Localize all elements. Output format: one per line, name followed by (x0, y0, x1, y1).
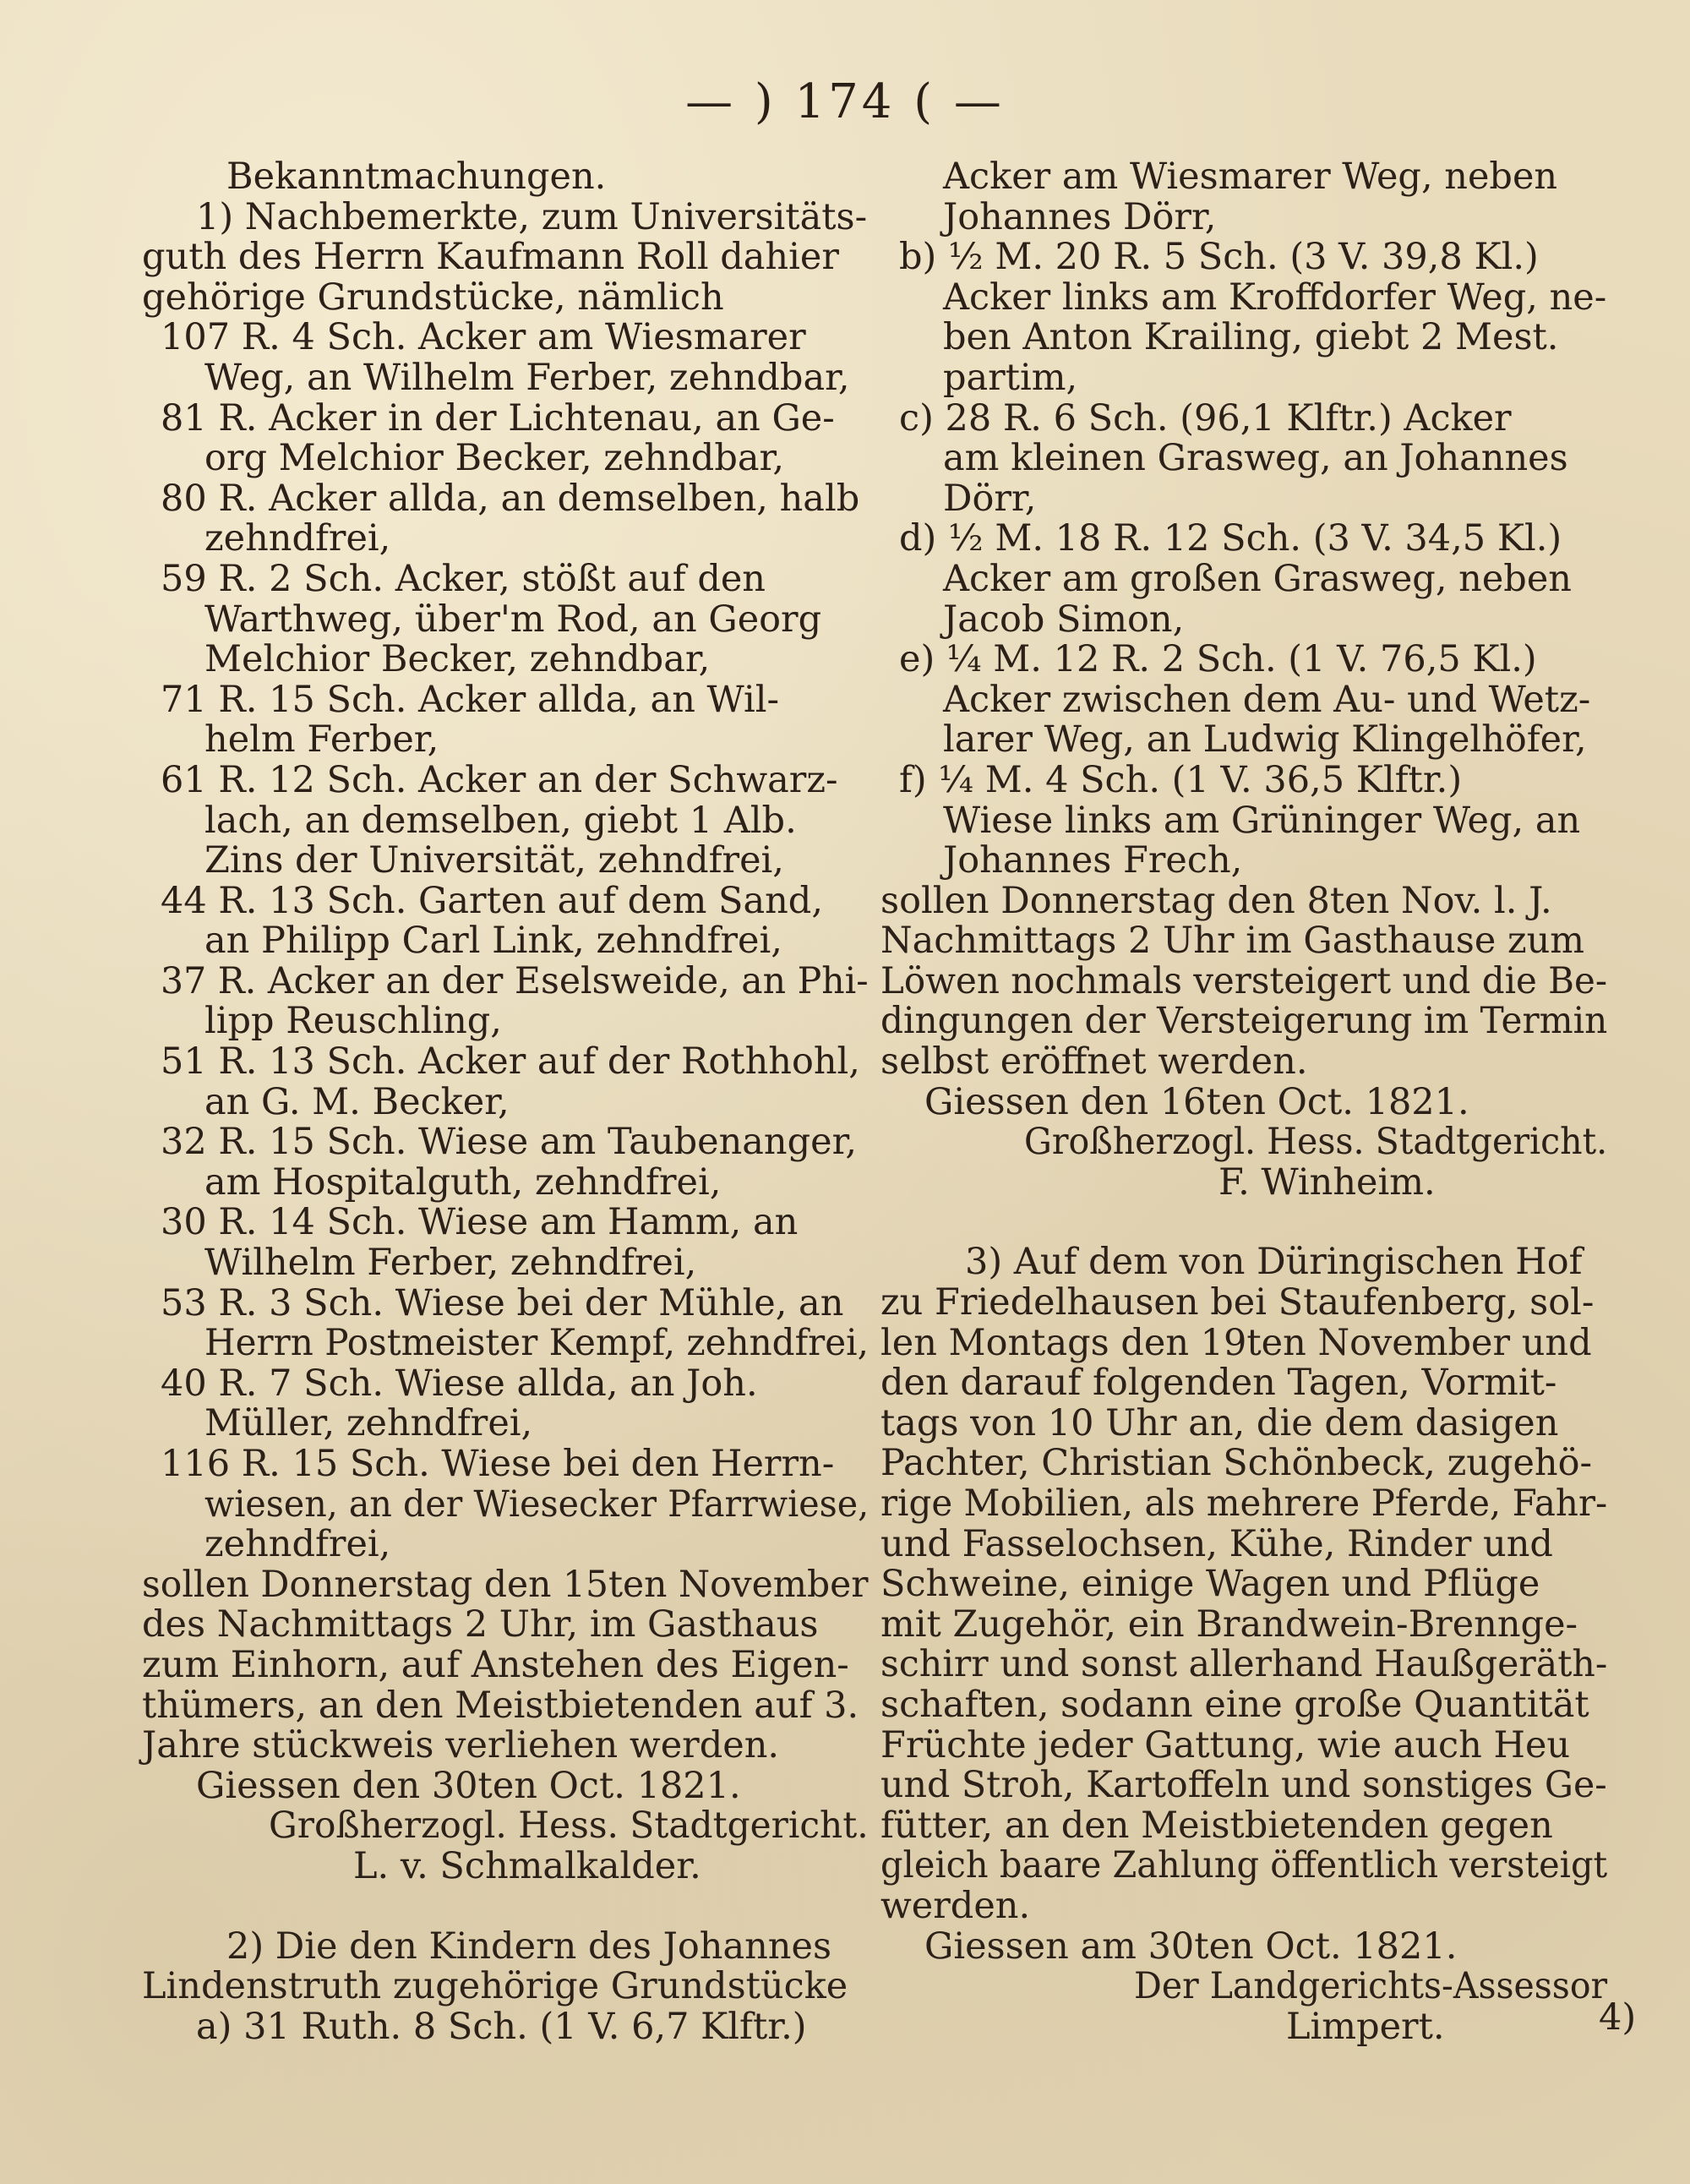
right-line-text: rige Mobilien, als mehrere Pferde, Fahr- (880, 1482, 1608, 1525)
right-text-line (880, 1685, 1616, 1726)
right-text-line (880, 1401, 1616, 1444)
left-text-line (142, 557, 886, 600)
left-line-text: Weg, an Wilhelm Ferber, zehndbar, (204, 356, 850, 399)
left-line-text: Melchior Becker, zehndbar, (204, 638, 711, 681)
right-text-line (880, 195, 1616, 238)
left-text-line (142, 1160, 886, 1204)
right-line-text: Acker am Wiesmarer Weg, neben (943, 156, 1558, 198)
right-line-text: Schweine, einige Wagen und Pflüge (880, 1563, 1540, 1606)
right-line-text: Der Landgerichts-Assessor (1134, 1965, 1608, 2008)
left-text-line (142, 1080, 886, 1123)
right-line-text: sollen Donnerstag den 8ten Nov. l. J. (880, 879, 1552, 922)
left-line-text: lipp Reuschling, (204, 1000, 502, 1043)
left-line-text: thümers, an den Meistbietenden auf 3. (142, 1684, 859, 1727)
right-text-line (880, 758, 1616, 801)
left-text-line (142, 1042, 886, 1083)
right-text-line (880, 720, 1616, 761)
right-text-line (880, 600, 1616, 641)
left-line-text: 44 R. 13 Sch. Garten auf dem Sand, (161, 879, 823, 922)
right-text-line (880, 1806, 1616, 1847)
right-line-text: Dörr, (943, 477, 1037, 520)
left-text-line (142, 879, 886, 922)
right-line-text: f) ¼ M. 4 Sch. (1 V. 36,5 Klftr.) (899, 758, 1463, 801)
left-line-text: an Philipp Carl Link, zehndfrei, (204, 920, 782, 963)
left-text-line (142, 157, 886, 198)
left-text-line (142, 519, 886, 560)
right-line-text: zu Friedelhausen bei Staufenberg, sol- (880, 1281, 1595, 1324)
right-text-line (880, 1122, 1616, 1163)
left-line-text: Lindenstruth zugehörige Grundstücke (142, 1965, 848, 2008)
paragraph-gap (142, 1887, 886, 1927)
right-text-line (880, 1080, 1616, 1123)
left-text-line (142, 1525, 886, 1565)
left-text-line (142, 1243, 886, 1284)
left-line-text: 80 R. Acker allda, an demselben, halb (161, 477, 860, 520)
right-text-line (880, 1564, 1616, 1605)
left-line-text: Müller, zehndfrei, (204, 1402, 533, 1445)
right-line-text: und Fasselochsen, Kühe, Rinder und (880, 1522, 1553, 1565)
left-text-line (142, 959, 886, 1002)
right-line-text: gleich baare Zahlung öffentlich versteigt (880, 1844, 1608, 1887)
right-line-text: c) 28 R. 6 Sch. (96,1 Klftr.) Acker (899, 396, 1512, 440)
right-column (880, 157, 1616, 2047)
left-line-text: 53 R. 3 Sch. Wiese bei der Mühle, an (161, 1281, 844, 1324)
right-line-text: Wiese links am Grüninger Weg, an (943, 799, 1581, 842)
left-text-line (142, 1482, 886, 1526)
right-text-line (880, 1321, 1616, 1364)
left-line-text: 59 R. 2 Sch. Acker, stößt auf den (161, 557, 766, 600)
right-text-line (880, 1522, 1616, 1565)
right-line-text: Nachmittags 2 Uhr im Gasthause zum (880, 920, 1585, 963)
right-line-text: b) ½ M. 20 R. 5 Sch. (3 V. 39,8 Kl.) (899, 236, 1539, 279)
left-line-text: Warthweg, über'm Rod, an Georg (204, 598, 822, 641)
left-text-line (142, 1967, 886, 2007)
left-text-line (142, 1686, 886, 1727)
right-line-text: am kleinen Grasweg, an Johannes (943, 437, 1568, 480)
left-text-line (142, 1605, 886, 1646)
left-line-text: L. v. Schmalkalder. (353, 1844, 701, 1887)
left-line-text: Giessen den 30ten Oct. 1821. (196, 1764, 741, 1807)
left-line-text: 81 R. Acker in der Lichtenau, an Ge- (161, 396, 835, 440)
right-text-line (880, 1242, 1616, 1283)
right-text-line (880, 2007, 1616, 2048)
left-text-line (142, 396, 886, 440)
right-line-text: schirr und sonst allerhand Haußgeräth- (880, 1643, 1608, 1686)
left-line-text: Herrn Postmeister Kempf, zehndfrei, (204, 1322, 869, 1365)
left-text-line (142, 720, 886, 761)
left-text-line (142, 1726, 886, 1766)
left-line-text: 32 R. 15 Sch. Wiese am Taubenanger, (161, 1121, 858, 1164)
left-column (142, 157, 886, 2047)
right-line-text: Acker zwischen dem Au- und Wetz- (943, 678, 1591, 721)
left-text-line (142, 1806, 886, 1847)
right-text-line (880, 1042, 1616, 1083)
left-text-line (142, 841, 886, 882)
right-line-text: mit Zugehör, ein Brandwein-Brennge- (880, 1603, 1578, 1646)
left-text-line (142, 1203, 886, 1243)
left-line-text: 30 R. 14 Sch. Wiese am Hamm, an (161, 1201, 799, 1244)
left-line-text: Großherzogl. Hess. Stadtgericht. (269, 1805, 869, 1848)
right-line-text: Löwen nochmals versteigert und die Be- (880, 959, 1608, 1002)
left-line-text: des Nachmittags 2 Uhr, im Gasthaus (142, 1603, 819, 1646)
right-text-line (880, 959, 1616, 1002)
left-text-line (142, 1927, 886, 1968)
right-text-line (880, 1002, 1616, 1042)
left-line-text: 37 R. Acker an der Eselsweide, an Phi- (161, 959, 869, 1002)
left-text-line (142, 439, 886, 479)
left-line-text: 40 R. 7 Sch. Wiese allda, an Joh. (161, 1362, 758, 1405)
left-text-line (142, 358, 886, 399)
catchword: 4) (1599, 1996, 1637, 2039)
right-line-text: Limpert. (1286, 2005, 1445, 2048)
right-text-line (880, 278, 1616, 319)
right-text-line (880, 640, 1616, 680)
left-text-line (142, 1122, 886, 1163)
right-line-text: schaften, sodann eine große Quantität (880, 1683, 1589, 1726)
right-text-line (880, 921, 1616, 962)
right-text-line (880, 1846, 1616, 1886)
right-line-text: Johannes Dörr, (943, 195, 1217, 238)
right-text-line (880, 841, 1616, 882)
right-text-line (880, 1723, 1616, 1766)
right-line-text: Acker am großen Grasweg, neben (943, 557, 1572, 600)
right-text-line (880, 318, 1616, 358)
left-line-text: helm Ferber, (204, 718, 439, 762)
left-line-text: Jahre stückweis verliehen werden. (142, 1724, 780, 1767)
right-line-text: Jacob Simon, (943, 598, 1185, 641)
left-line-text: 107 R. 4 Sch. Acker am Wiesmarer (161, 316, 806, 359)
right-line-text: 3) Auf dem von Düringischen Hof (965, 1241, 1583, 1284)
left-line-text: Wilhelm Ferber, zehndfrei, (204, 1242, 697, 1285)
right-text-line (880, 1967, 1616, 2007)
right-line-text: Pachter, Christian Schönbeck, zugehö- (880, 1442, 1593, 1485)
left-text-line (142, 1643, 886, 1686)
left-line-text: guth des Herrn Kaufmann Roll dahier (142, 236, 839, 279)
right-text-line (880, 1645, 1616, 1685)
right-line-text: d) ½ M. 18 R. 12 Sch. (3 V. 34,5 Kl.) (899, 517, 1562, 560)
page-number-header: — ) 174 ( — (685, 74, 1005, 129)
left-text-line (142, 758, 886, 801)
right-line-text: Giessen am 30ten Oct. 1821. (924, 1925, 1458, 1968)
left-line-text: 61 R. 12 Sch. Acker an der Schwarz- (161, 758, 838, 801)
left-text-line (142, 195, 886, 238)
right-line-text: den darauf folgenden Tagen, Vormit- (880, 1362, 1557, 1405)
left-text-line (142, 801, 886, 842)
left-line-text: 1) Nachbemerkte, zum Universitäts- (196, 195, 868, 238)
right-line-text: Acker links am Kroffdorfer Weg, ne- (943, 276, 1607, 319)
right-text-line (880, 1605, 1616, 1646)
right-line-text: ben Anton Krailing, giebt 2 Mest. (943, 316, 1559, 359)
right-text-line (880, 1283, 1616, 1324)
right-line-text: Giessen den 16ten Oct. 1821. (924, 1080, 1469, 1123)
left-text-line (142, 1565, 886, 1606)
right-text-line (880, 680, 1616, 721)
left-text-line (142, 1364, 886, 1405)
left-line-text: Zins der Universität, zehndfrei, (204, 839, 784, 882)
left-text-line (142, 921, 886, 962)
left-text-line (142, 1281, 886, 1324)
right-text-line (880, 479, 1616, 520)
right-text-line (880, 439, 1616, 479)
right-text-line (880, 519, 1616, 560)
left-text-line (142, 1844, 886, 1887)
left-line-text: 2) Die den Kindern des Johannes (226, 1925, 832, 1968)
right-line-text: dingungen der Versteigerung im Termin (880, 1000, 1608, 1043)
left-line-text: wiesen, an der Wiesecker Pfarrwiese, (204, 1482, 870, 1526)
right-line-text: selbst eröffnet werden. (880, 1040, 1308, 1084)
left-line-text: zum Einhorn, auf Anstehen des Eigen- (142, 1643, 849, 1686)
left-text-line (142, 2007, 886, 2048)
right-text-line (880, 879, 1616, 922)
left-line-text: sollen Donnerstag den 15ten November (142, 1563, 869, 1606)
left-text-line (142, 680, 886, 721)
left-text-line (142, 479, 886, 520)
left-line-text: org Melchior Becker, zehndbar, (204, 437, 784, 480)
paragraph-gap (880, 1203, 1616, 1242)
right-text-line (880, 1927, 1616, 1968)
left-line-text: 51 R. 13 Sch. Acker auf der Rothhohl, (161, 1040, 860, 1084)
left-text-line (142, 1002, 886, 1042)
left-line-text: 71 R. 15 Sch. Acker allda, an Wil- (161, 678, 780, 721)
right-text-line (880, 1160, 1616, 1204)
right-text-line (880, 157, 1616, 198)
right-line-text: fütter, an den Meistbietenden gegen (880, 1804, 1553, 1847)
right-line-text: und Stroh, Kartoffeln und sonstiges Ge- (880, 1764, 1607, 1807)
left-text-line (142, 1324, 886, 1364)
right-line-text: F. Winheim. (1218, 1160, 1436, 1204)
left-line-text: Bekanntmachungen. (226, 156, 607, 198)
right-line-text: len Montags den 19ten November und (880, 1321, 1592, 1364)
left-text-line (142, 278, 886, 319)
left-text-line (142, 600, 886, 641)
right-line-text: tags von 10 Uhr an, die dem dasigen (880, 1401, 1559, 1444)
right-line-text: e) ¼ M. 12 R. 2 Sch. (1 V. 76,5 Kl.) (899, 638, 1537, 681)
right-text-line (880, 396, 1616, 440)
right-text-line (880, 557, 1616, 600)
left-text-line (142, 318, 886, 358)
right-text-line (880, 358, 1616, 399)
right-text-line (880, 238, 1616, 278)
right-text-line (880, 1444, 1616, 1484)
right-text-line (880, 1484, 1616, 1525)
left-line-text: gehörige Grundstücke, nämlich (142, 276, 724, 319)
left-text-line (142, 238, 886, 278)
right-line-text: larer Weg, an Ludwig Klingelhöfer, (943, 718, 1587, 762)
right-text-line (880, 1766, 1616, 1806)
left-line-text: am Hospitalguth, zehndfrei, (204, 1160, 722, 1204)
left-line-text: 116 R. 15 Sch. Wiese bei den Herrn- (161, 1443, 835, 1485)
right-line-text: Großherzogl. Hess. Stadtgericht. (1024, 1121, 1608, 1164)
right-line-text: Johannes Frech, (943, 839, 1243, 882)
right-line-text: partim, (943, 356, 1078, 399)
left-line-text: a) 31 Ruth. 8 Sch. (1 V. 6,7 Klftr.) (196, 2005, 807, 2048)
left-line-text: zehndfrei, (204, 1523, 391, 1566)
right-text-line (880, 801, 1616, 842)
left-line-text: zehndfrei, (204, 517, 391, 560)
right-line-text: werden. (880, 1884, 1031, 1927)
right-text-line (880, 1363, 1616, 1404)
left-text-line (142, 1444, 886, 1485)
left-text-line (142, 640, 886, 680)
left-text-line (142, 1766, 886, 1807)
right-text-line (880, 1886, 1616, 1927)
left-line-text: an G. M. Becker, (204, 1080, 510, 1123)
left-text-line (142, 1404, 886, 1444)
right-line-text: Früchte jeder Gattung, wie auch Heu (880, 1723, 1571, 1766)
left-line-text: lach, an demselben, giebt 1 Alb. (204, 799, 797, 842)
